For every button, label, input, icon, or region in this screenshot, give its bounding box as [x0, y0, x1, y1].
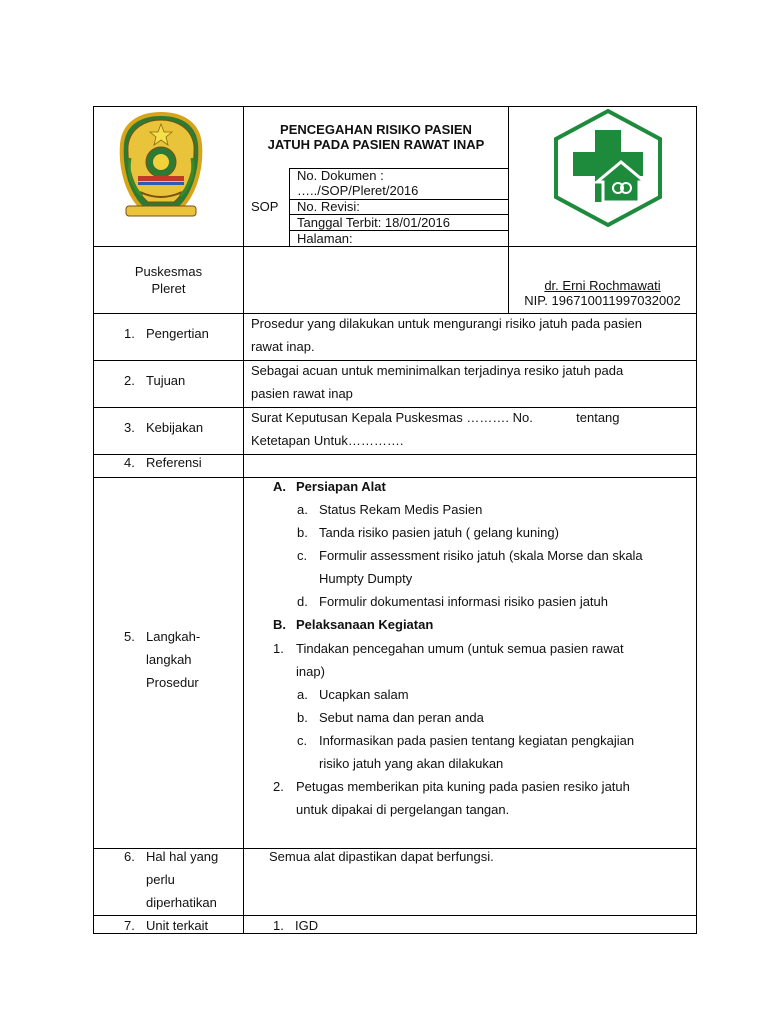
list-marker: c. — [297, 548, 308, 563]
regency-emblem-icon — [118, 110, 204, 222]
row-divider — [93, 477, 697, 478]
step-text-continued: untuk dipakai di pergelangan tangan. — [296, 802, 510, 817]
step-marker: 1. — [273, 641, 284, 656]
column-divider — [289, 168, 290, 247]
row-divider — [93, 246, 697, 247]
column-divider — [243, 106, 244, 934]
section-number: 5. — [124, 629, 135, 644]
section-label-langkah-line2: langkah — [146, 652, 192, 667]
section-number: 4. — [124, 455, 135, 470]
revision-number: No. Revisi: — [297, 199, 360, 214]
org-name-line2: Pleret — [151, 281, 186, 296]
list-item: Ucapkan salam — [319, 687, 409, 702]
step-marker: 2. — [273, 779, 284, 794]
section-number: 2. — [124, 373, 135, 388]
subsection-marker: A. — [273, 479, 286, 494]
list-marker: b. — [297, 525, 308, 540]
issue-date: Tanggal Terbit: 18/01/2016 — [297, 215, 450, 230]
section-label-langkah-line3: Prosedur — [146, 675, 199, 690]
signer-name: dr. Erni Rochmawati — [544, 278, 661, 293]
section-label-hal-line3: diperhatikan — [146, 895, 217, 910]
doc-number-value: …../SOP/Pleret/2016 — [297, 183, 419, 198]
section-label-tujuan: Tujuan — [146, 373, 186, 388]
document-title-line1: PENCEGAHAN RISIKO PASIEN — [280, 122, 472, 137]
sop-label: SOP — [251, 199, 279, 214]
list-marker: c. — [297, 733, 308, 748]
subsection-title-pelaksanaan-kegiatan: Pelaksanaan Kegiatan — [296, 617, 434, 632]
section-label-hal-line2: perlu — [146, 872, 175, 887]
section-number: 1. — [124, 326, 135, 341]
hal-text: Semua alat dipastikan dapat berfungsi. — [269, 849, 494, 864]
table-border-top — [93, 106, 697, 107]
table-border-right — [696, 106, 697, 934]
section-number: 7. — [124, 918, 135, 933]
doc-number-label: No. Dokumen : — [297, 168, 384, 183]
step-text: Petugas memberikan pita kuning pada pasien resiko jatuh — [296, 779, 630, 794]
pengertian-text-line2: rawat inap. — [251, 339, 315, 354]
step-text-continued: inap) — [296, 664, 325, 679]
page-number: Halaman: — [297, 231, 353, 246]
document-title-line2: JATUH PADA PASIEN RAWAT INAP — [267, 137, 485, 152]
signer-nip: NIP. 196710011997032002 — [524, 293, 681, 308]
list-marker: b. — [297, 710, 308, 725]
section-label-unit-terkait: Unit terkait — [146, 918, 209, 933]
step-text: Tindakan pencegahan umum (untuk semua pasien rawat — [296, 641, 624, 656]
list-item: Status Rekam Medis Pasien — [319, 502, 483, 517]
tujuan-text-line2: pasien rawat inap — [251, 386, 353, 401]
kebijakan-text-line1: Surat Keputusan Kepala Puskesmas ………. No. tentang — [251, 410, 620, 425]
org-name-line1: Puskesmas — [134, 264, 203, 279]
row-divider — [93, 915, 697, 916]
puskesmas-logo-icon — [551, 108, 665, 228]
list-marker: 1. — [273, 918, 284, 933]
section-label-kebijakan: Kebijakan — [146, 420, 204, 435]
list-marker: a. — [297, 502, 308, 517]
pengertian-text-line1: Prosedur yang dilakukan untuk mengurangi risiko jatuh pada pasien — [251, 316, 642, 331]
list-item: Sebut nama dan peran anda — [319, 710, 484, 725]
unit-item-igd: IGD — [295, 918, 319, 933]
subsection-title-persiapan-alat: Persiapan Alat — [296, 479, 386, 494]
list-item: Formulir assessment risiko jatuh (skala Morse dan skala — [319, 548, 643, 563]
list-marker: a. — [297, 687, 308, 702]
table-border-left — [93, 106, 94, 934]
list-item: Formulir dokumentasi informasi risiko pasien jatuh — [319, 594, 609, 609]
list-item-continued: risiko jatuh yang akan dilakukan — [319, 756, 504, 771]
section-label-hal-line1: Hal hal yang — [146, 849, 219, 864]
list-marker: d. — [297, 594, 308, 609]
kebijakan-text-line2: Ketetapan Untuk…………. — [251, 433, 404, 448]
list-item: Tanda risiko pasien jatuh ( gelang kuning) — [319, 525, 559, 540]
list-item: Informasikan pada pasien tentang kegiatan pengkajian — [319, 733, 635, 748]
tujuan-text-line1: Sebagai acuan untuk meminimalkan terjadinya resiko jatuh pada — [251, 363, 624, 378]
section-number: 6. — [124, 849, 135, 864]
section-label-pengertian: Pengertian — [146, 326, 209, 341]
section-number: 3. — [124, 420, 135, 435]
list-item-continued: Humpty Dumpty — [319, 571, 413, 586]
section-label-referensi: Referensi — [146, 455, 202, 470]
subsection-marker: B. — [273, 617, 286, 632]
section-label-langkah-line1: Langkah- — [146, 629, 201, 644]
